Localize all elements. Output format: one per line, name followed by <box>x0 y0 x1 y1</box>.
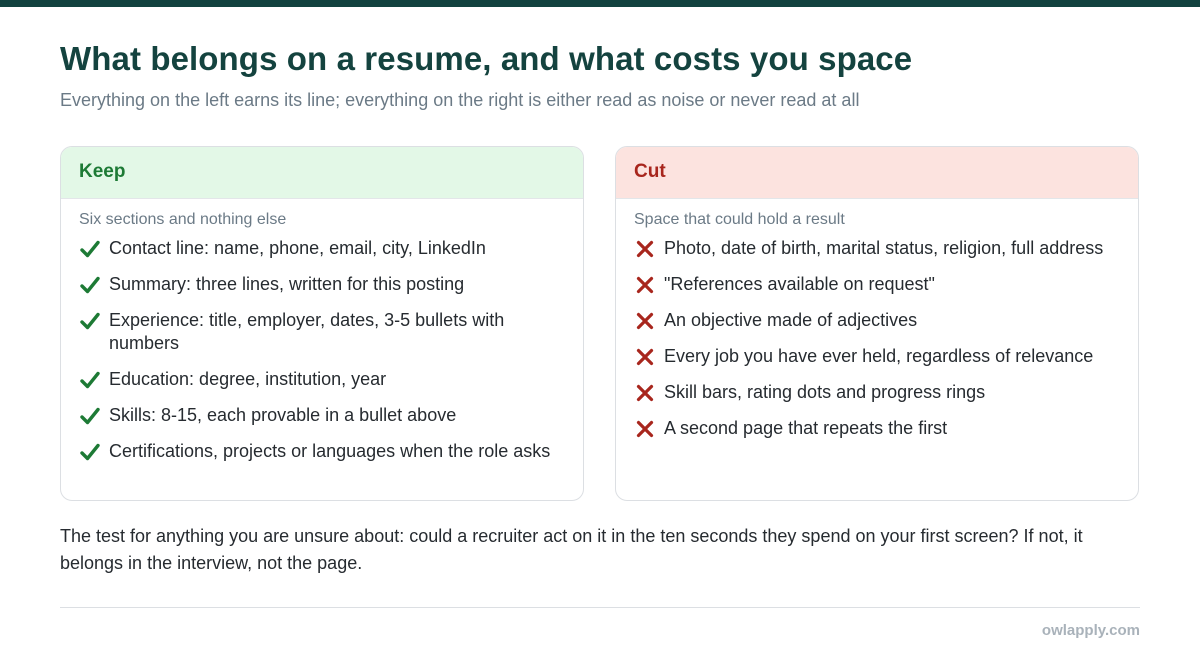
cut-card <box>615 146 1139 501</box>
brand-label: owlapply.com <box>1041 622 1140 639</box>
cross-icon <box>634 345 656 368</box>
cross-icon <box>634 381 656 404</box>
cut-list-item <box>634 417 1120 440</box>
cross-icon <box>634 237 656 260</box>
cut-list <box>616 237 1138 440</box>
cut-list-item <box>634 273 1120 296</box>
keep-list <box>61 237 583 463</box>
cut-item-label: An objective made of adjectives <box>664 310 918 330</box>
check-icon <box>79 440 101 463</box>
check-icon <box>79 404 101 427</box>
keep-item-label: Summary: three lines, written for this posting <box>109 274 465 294</box>
cut-item-label: Skill bars, rating dots and progress rings <box>664 382 986 402</box>
footer-divider <box>60 607 1140 608</box>
cut-item-label: "References available on request" <box>664 274 935 294</box>
cut-list-item <box>634 237 1120 260</box>
cut-list-item <box>634 309 1120 332</box>
keep-item-label: Experience: title, employer, dates, 3-5 bullets with numbers <box>109 310 505 353</box>
cross-icon <box>634 417 656 440</box>
cut-card-heading: Cut <box>616 147 1138 199</box>
keep-card <box>60 146 584 501</box>
keep-card-heading: Keep <box>61 147 583 199</box>
check-icon <box>79 368 101 391</box>
cross-icon <box>634 273 656 296</box>
keep-list-item <box>79 237 565 260</box>
top-accent-bar <box>0 0 1200 7</box>
footer-note: The test for anything you are unsure about: could a recruiter act on it in the ten seconds they spend on your first screen? If not, it belongs in the interview, not the page. <box>60 526 1083 573</box>
cut-item-label: Every job you have ever held, regardless of relevance <box>664 346 1094 366</box>
keep-item-label: Skills: 8-15, each provable in a bullet above <box>109 405 457 425</box>
page-subtitle: Everything on the left earns its line; everything on the right is either read as noise or never read at all <box>60 90 860 110</box>
cross-icon <box>634 309 656 332</box>
keep-list-item <box>79 440 565 463</box>
cut-item-label: A second page that repeats the first <box>664 418 948 438</box>
check-icon <box>79 237 101 260</box>
check-icon <box>79 273 101 296</box>
cut-item-label: Photo, date of birth, marital status, religion, full address <box>664 238 1104 258</box>
keep-list-item <box>79 309 565 355</box>
keep-item-label: Certifications, projects or languages when the role asks <box>109 441 551 461</box>
keep-list-item <box>79 273 565 296</box>
cut-list-item <box>634 381 1120 404</box>
keep-list-item <box>79 368 565 391</box>
cut-card-subheading: Space that could hold a result <box>634 211 845 228</box>
cut-list-item <box>634 345 1120 368</box>
keep-card-subheading: Six sections and nothing else <box>79 211 287 228</box>
page-title: What belongs on a resume, and what costs you space <box>60 40 913 77</box>
keep-item-label: Contact line: name, phone, email, city, LinkedIn <box>109 238 486 258</box>
keep-item-label: Education: degree, institution, year <box>109 369 387 389</box>
keep-list-item <box>79 404 565 427</box>
check-icon <box>79 309 101 332</box>
